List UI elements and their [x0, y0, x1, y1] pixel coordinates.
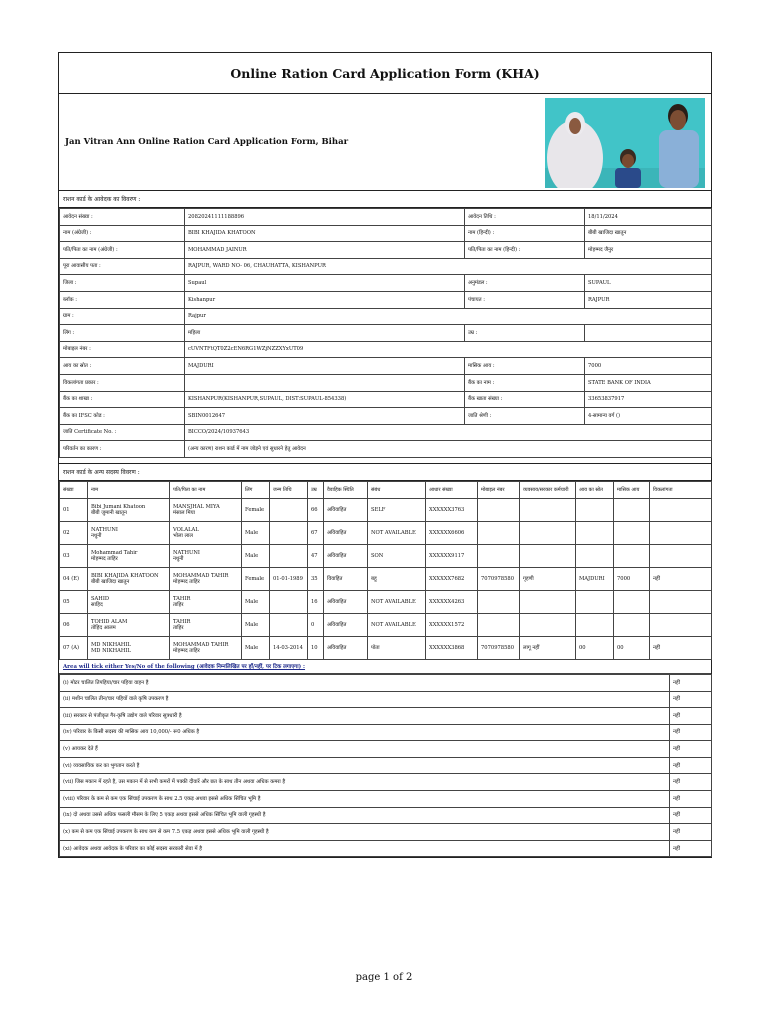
- detail-row: [60, 209, 712, 226]
- declaration-answer: नहीं: [670, 807, 712, 824]
- member-income_src: [576, 498, 614, 521]
- detail-value: BICCO/2024/10937643: [185, 424, 712, 441]
- declaration-answer: नहीं: [670, 674, 712, 691]
- detail-value: 7000: [585, 358, 712, 375]
- members-section-title: राशन कार्ड के अन्य सदस्य विवरण :: [59, 463, 711, 481]
- member-relation: पोता: [368, 636, 426, 659]
- member-row: [60, 590, 712, 613]
- member-name-hindi: बीबी खाजिदा खातून: [91, 578, 130, 585]
- detail-label: मासिक आय :: [465, 358, 585, 375]
- declaration-question: (iii) सरकार से पंजीकृत गैर-कृषि उद्योग वाले परिवार सूत्रधारी है: [60, 708, 670, 725]
- detail-value: SBIN0012647: [185, 408, 465, 425]
- member-row: [60, 636, 712, 659]
- member-marital: अविवाहित: [324, 544, 368, 567]
- detail-label: परिवर्तन का कारण :: [60, 441, 185, 458]
- member-dob: [270, 544, 308, 567]
- detail-value: 33653837917: [585, 391, 712, 408]
- member-mobile: [478, 521, 520, 544]
- declaration-question: (v) आयकर देते हैं: [60, 741, 670, 758]
- detail-label: लिंग :: [60, 325, 185, 342]
- detail-label: बैंक का नाम :: [465, 374, 585, 391]
- member-father-english: TAHIR: [173, 595, 191, 602]
- member-mobile: [478, 613, 520, 636]
- page-number: page 1 of 2: [355, 972, 413, 983]
- declaration-question: (ix) दो अथवा उससे अधिक फसली मौसम के लिए 5 एकड़ अथवा इससे अधिक सिंचित भूमि वाली गृहस्थी है: [60, 807, 670, 824]
- members-column-header: मोबाइल नंबर: [478, 481, 520, 498]
- member-income_src: [576, 521, 614, 544]
- detail-label: नाम (अंग्रेजी) :: [60, 225, 185, 242]
- member-mobile: [478, 544, 520, 567]
- detail-row: [60, 242, 712, 259]
- member-occupation: लागू नहीं: [520, 636, 576, 659]
- member-relation: NOT AVAILABLE: [368, 521, 426, 544]
- member-name-english: Bibi Jumani Khatoon: [91, 503, 146, 510]
- detail-value: cUVNTFtQT0Z2cEN6RG1WZjNZZXYxUT09: [185, 341, 712, 358]
- member-name-cell: [88, 521, 170, 544]
- detail-label: पूरा आवासीय पता :: [60, 258, 185, 275]
- member-gender: Male: [242, 613, 270, 636]
- detail-value: [185, 374, 465, 391]
- member-age: 0: [308, 613, 324, 636]
- member-name-english: SAHID: [91, 595, 110, 602]
- member-gender: Male: [242, 590, 270, 613]
- member-income_src: [576, 544, 614, 567]
- detail-row: [60, 308, 712, 325]
- detail-value: KISHANPUR(KISHANPUR,SUPAUL, DIST:SUPAUL-854338): [185, 391, 465, 408]
- member-relation: बहू: [368, 567, 426, 590]
- member-name-english: Mohammad Tahir: [91, 549, 138, 556]
- member-occupation: [520, 521, 576, 544]
- member-age: 67: [308, 521, 324, 544]
- member-marital: अविवाहित: [324, 636, 368, 659]
- member-no: 02: [60, 521, 88, 544]
- member-marital: अविवाहित: [324, 590, 368, 613]
- detail-row: [60, 275, 712, 292]
- member-father-hindi: मोहम्मद ताहिर: [173, 647, 200, 654]
- member-name-hindi: साहिद: [91, 601, 103, 608]
- declaration-row: [60, 757, 712, 774]
- member-aadhar: XXXXXX4263: [426, 590, 478, 613]
- member-disability: [650, 498, 712, 521]
- declaration-row: [60, 840, 712, 857]
- member-gender: Male: [242, 636, 270, 659]
- member-dob: 01-01-1989: [270, 567, 308, 590]
- member-father-english: NATHUNI: [173, 549, 200, 556]
- detail-value: STATE BANK OF INDIA: [585, 374, 712, 391]
- form-title: Online Ration Card Application Form (KHA): [59, 53, 711, 94]
- members-column-header: जन्म तिथि: [270, 481, 308, 498]
- declaration-row: [60, 774, 712, 791]
- member-father-hindi: ताहिर: [173, 601, 184, 608]
- member-income: 7000: [614, 567, 650, 590]
- member-dob: [270, 498, 308, 521]
- detail-label: आय का स्रोत :: [60, 358, 185, 375]
- member-name-cell: [88, 590, 170, 613]
- declaration-row: [60, 741, 712, 758]
- declaration-answer: नहीं: [670, 824, 712, 841]
- member-marital: अविवाहित: [324, 498, 368, 521]
- member-name-english: BIBI KHAJIDA KHATOON: [91, 572, 159, 579]
- detail-label: आवेदन संख्या :: [60, 209, 185, 226]
- member-age: 66: [308, 498, 324, 521]
- declaration-question: (xi) आवेदक अथवा आवेदक के परिवार का कोई सदस्य सरकारी सेवा में है: [60, 840, 670, 857]
- member-name-cell: [88, 498, 170, 521]
- members-column-header: व्यवसाय/सरकार कर्मचारी: [520, 481, 576, 498]
- member-gender: Male: [242, 544, 270, 567]
- applicant-section-title: राशन कार्ड के आवेदक का विवरण :: [59, 191, 711, 208]
- member-aadhar: XXXXXX1572: [426, 613, 478, 636]
- member-relation: SON: [368, 544, 426, 567]
- detail-value: SUPAUL: [585, 275, 712, 292]
- member-row: [60, 521, 712, 544]
- member-name-hindi: बीबी जुमानी खातून: [91, 509, 127, 516]
- detail-value: बीबी खाजिदा खातून: [585, 225, 712, 242]
- member-relation: NOT AVAILABLE: [368, 590, 426, 613]
- declaration-row: [60, 708, 712, 725]
- member-no: 06: [60, 613, 88, 636]
- detail-row: [60, 424, 712, 441]
- member-name-hindi: नथुनी: [91, 532, 102, 539]
- member-dob: [270, 613, 308, 636]
- detail-row: [60, 391, 712, 408]
- member-father-english: VOLALAL: [173, 526, 199, 533]
- form-header: [59, 94, 711, 191]
- member-age: 10: [308, 636, 324, 659]
- member-name-hindi: MD NIKHAHIL: [91, 647, 131, 654]
- detail-label: बैंक का IFSC कोड :: [60, 408, 185, 425]
- member-mobile: [478, 590, 520, 613]
- member-age: 47: [308, 544, 324, 567]
- declaration-answer: नहीं: [670, 691, 712, 708]
- declaration-answer: नहीं: [670, 840, 712, 857]
- declaration-answer: नहीं: [670, 741, 712, 758]
- member-aadhar: XXXXXX7682: [426, 567, 478, 590]
- member-aadhar: XXXXXX3868: [426, 636, 478, 659]
- members-column-header: पति/पिता का नाम: [170, 481, 242, 498]
- detail-row: [60, 408, 712, 425]
- members-column-header: संख्या: [60, 481, 88, 498]
- detail-label: नाम (हिन्दी) :: [465, 225, 585, 242]
- members-column-header: नाम: [88, 481, 170, 498]
- declaration-row: [60, 724, 712, 741]
- member-father-hindi: नथुनी: [173, 555, 184, 562]
- member-marital: अविवाहित: [324, 521, 368, 544]
- member-father-cell: [170, 498, 242, 521]
- form-subtitle: Jan Vitran Ann Online Ration Card Application Form, Bihar: [65, 137, 349, 147]
- member-dob: [270, 521, 308, 544]
- member-father-cell: [170, 567, 242, 590]
- member-occupation: [520, 498, 576, 521]
- member-marital: विवाहित: [324, 567, 368, 590]
- declaration-question: (vi) व्यवसायिक कर का भुगतान करते है: [60, 757, 670, 774]
- detail-label: पति/पिता का नाम (हिन्दी) :: [465, 242, 585, 259]
- member-disability: [650, 613, 712, 636]
- detail-value: महिला: [185, 325, 465, 342]
- declaration-question: (x) कम से कम एक सिंचाई उपकरण के साथ कम से कम 7.5 एकड़ अथवा इससे अधिक भूमि वाली गृहस्थी है: [60, 824, 670, 841]
- member-name-cell: [88, 613, 170, 636]
- member-father-hindi: मंसाल मिया: [173, 509, 195, 516]
- detail-label: ग्राम :: [60, 308, 185, 325]
- detail-label: ब्लॉक :: [60, 291, 185, 308]
- detail-label: जिला :: [60, 275, 185, 292]
- member-occupation: [520, 613, 576, 636]
- applicant-details-table: [59, 208, 712, 458]
- member-gender: Female: [242, 498, 270, 521]
- member-row: [60, 498, 712, 521]
- member-name-cell: [88, 567, 170, 590]
- members-column-header: आधार संख्या: [426, 481, 478, 498]
- member-gender: Male: [242, 521, 270, 544]
- declaration-answer: नहीं: [670, 708, 712, 725]
- member-disability: नहीं: [650, 567, 712, 590]
- members-column-header: विकलांगता: [650, 481, 712, 498]
- detail-row: [60, 291, 712, 308]
- member-no: 07 (A): [60, 636, 88, 659]
- detail-value: मोहम्मद जैनुर: [585, 242, 712, 259]
- member-disability: [650, 544, 712, 567]
- detail-value: 20820241111188896: [185, 209, 465, 226]
- detail-row: [60, 358, 712, 375]
- member-row: [60, 544, 712, 567]
- member-relation: NOT AVAILABLE: [368, 613, 426, 636]
- declaration-row: [60, 807, 712, 824]
- member-disability: [650, 590, 712, 613]
- member-dob: 14-03-2014: [270, 636, 308, 659]
- member-no: 05: [60, 590, 88, 613]
- declaration-table: [59, 674, 712, 858]
- declaration-row: [60, 824, 712, 841]
- member-no: 03: [60, 544, 88, 567]
- member-father-cell: [170, 636, 242, 659]
- declaration-row: [60, 791, 712, 808]
- member-father-cell: [170, 544, 242, 567]
- member-father-cell: [170, 613, 242, 636]
- member-father-english: TAHIR: [173, 618, 191, 625]
- member-name-cell: [88, 636, 170, 659]
- member-father-hindi: मोहम्मद ताहिर: [173, 578, 200, 585]
- member-income: [614, 521, 650, 544]
- member-age: 35: [308, 567, 324, 590]
- detail-row: [60, 341, 712, 358]
- detail-value: RAJPUR, WARD NO- 06, CHAUHATTA, KISHANPUR: [185, 258, 712, 275]
- member-father-hindi: ताहिर: [173, 624, 184, 631]
- member-father-cell: [170, 521, 242, 544]
- declaration-answer: नहीं: [670, 724, 712, 741]
- members-column-header: उम्र: [308, 481, 324, 498]
- detail-label: आवेदन तिथि :: [465, 209, 585, 226]
- declaration-question: (vii) जिस मकान में रहते है, उस मकान में से सभी कमरों में पक्की दीवारें और छत के साथ तीन अथवा अधिक कमरा है: [60, 774, 670, 791]
- member-income_src: MAJDURI: [576, 567, 614, 590]
- detail-value: BIBI KHAJIDA KHATOON: [185, 225, 465, 242]
- detail-label: अनुमंडल :: [465, 275, 585, 292]
- detail-value: Supaul: [185, 275, 465, 292]
- detail-label: बैंक खाता संख्या :: [465, 391, 585, 408]
- detail-row: [60, 325, 712, 342]
- declaration-row: [60, 691, 712, 708]
- member-father-english: MANSJHAL MIYA: [173, 503, 220, 510]
- member-income: [614, 590, 650, 613]
- member-name-english: NATHUNI: [91, 526, 118, 533]
- declaration-question: (ii) मशीन चालित तीन/चार पहियों वाले कृषि उपकरण है: [60, 691, 670, 708]
- member-income: 00: [614, 636, 650, 659]
- detail-value: RAJPUR: [585, 291, 712, 308]
- detail-label: विकलांगता प्रकार :: [60, 374, 185, 391]
- member-name-hindi: मोहम्मद ताहिर: [91, 555, 118, 562]
- detail-label: बैंक का शाखा :: [60, 391, 185, 408]
- member-occupation: [520, 590, 576, 613]
- member-income_src: [576, 590, 614, 613]
- member-name-english: MD NIKHAHIL: [91, 641, 131, 648]
- member-income: [614, 613, 650, 636]
- members-column-header: वैवाहिक स्थिति: [324, 481, 368, 498]
- member-aadhar: XXXXXX6606: [426, 521, 478, 544]
- member-income_src: [576, 613, 614, 636]
- declaration-row: [60, 674, 712, 691]
- member-mobile: 7070978580: [478, 636, 520, 659]
- detail-label: पंचायत :: [465, 291, 585, 308]
- applicant-photo: [545, 98, 705, 188]
- member-father-cell: [170, 590, 242, 613]
- member-occupation: गृहणी: [520, 567, 576, 590]
- member-name-hindi: तोहिद आलम: [91, 624, 116, 631]
- members-column-header: आय का स्रोत: [576, 481, 614, 498]
- member-row: [60, 567, 712, 590]
- member-income: [614, 544, 650, 567]
- detail-value: MAJDURI: [185, 358, 465, 375]
- member-dob: [270, 590, 308, 613]
- declaration-answer: नहीं: [670, 757, 712, 774]
- member-gender: Female: [242, 567, 270, 590]
- member-row: [60, 613, 712, 636]
- detail-row: [60, 374, 712, 391]
- members-column-header: मासिक आय: [614, 481, 650, 498]
- member-mobile: [478, 498, 520, 521]
- member-father-hindi: भोला लाल: [173, 532, 193, 539]
- declaration-question: (i) मोटर चालित तिपहिया/चार पहिया वाहन है: [60, 674, 670, 691]
- member-income: [614, 498, 650, 521]
- detail-label: मोबाइल नंबर :: [60, 341, 185, 358]
- member-relation: SELF: [368, 498, 426, 521]
- member-no: 01: [60, 498, 88, 521]
- detail-value: MOHAMMAD JAINUR: [185, 242, 465, 259]
- detail-label: पति/पिता का नाम (अंग्रेजी) :: [60, 242, 185, 259]
- detail-value: (अन्य कारण) राशन कार्ड में नाम जोड़ने एवं सुधारने हेतु आवेदन: [185, 441, 712, 458]
- members-column-header: लिंग: [242, 481, 270, 498]
- detail-row: [60, 441, 712, 458]
- member-income_src: 00: [576, 636, 614, 659]
- member-disability: नहीं: [650, 636, 712, 659]
- member-aadhar: XXXXXX3763: [426, 498, 478, 521]
- detail-label: जाति श्रेणी :: [465, 408, 585, 425]
- member-occupation: [520, 544, 576, 567]
- detail-value: [585, 325, 712, 342]
- declaration-question: (viii) परिवार के कम से कम एक सिंचाई उपकरण के साथ 2.5 एकड़ अथवा इससे अधिक सिंचित भूमि है: [60, 791, 670, 808]
- detail-row: [60, 225, 712, 242]
- detail-value: Kishanpur: [185, 291, 465, 308]
- member-mobile: 7070978580: [478, 567, 520, 590]
- detail-value: 4-सामान्य वर्ग (): [585, 408, 712, 425]
- detail-value: 18/11/2024: [585, 209, 712, 226]
- member-aadhar: XXXXXX9117: [426, 544, 478, 567]
- member-marital: अविवाहित: [324, 613, 368, 636]
- family-photo-image: [545, 98, 705, 188]
- detail-row: [60, 258, 712, 275]
- member-disability: [650, 521, 712, 544]
- application-form: [58, 52, 712, 858]
- member-name-english: TOHID ALAM: [91, 618, 128, 625]
- detail-value: Rajpur: [185, 308, 712, 325]
- member-father-english: MOHAMMAD TAHIR: [173, 572, 229, 579]
- declaration-question: (iv) परिवार के किसी सदस्य की मासिक आय 10,000/- रू0 अधिक है: [60, 724, 670, 741]
- detail-label: जाति Certificate No. :: [60, 424, 185, 441]
- detail-label: उम्र :: [465, 325, 585, 342]
- declaration-answer: नहीं: [670, 774, 712, 791]
- members-column-header: संबंध: [368, 481, 426, 498]
- declaration-answer: नहीं: [670, 791, 712, 808]
- declaration-title: Area will tick either Yes/No of the following (आवेदक निम्नलिखित पर हाँ/नहीं, पर टिक लगाएगा) :: [59, 660, 711, 674]
- member-name-cell: [88, 544, 170, 567]
- member-age: 16: [308, 590, 324, 613]
- members-table: [59, 481, 712, 660]
- member-no: 04 (E): [60, 567, 88, 590]
- member-father-english: MOHAMMAD TAHIR: [173, 641, 229, 648]
